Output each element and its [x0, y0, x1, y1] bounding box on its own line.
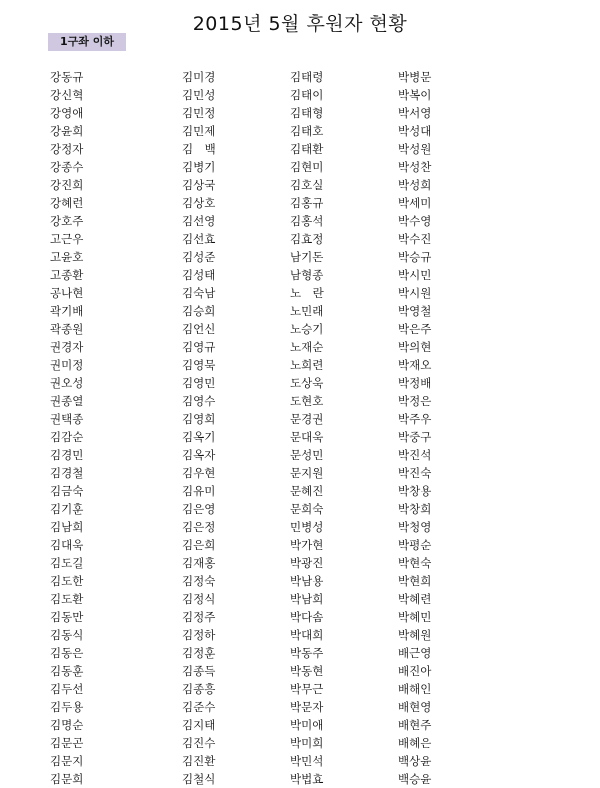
donor-name: 박혜련 — [398, 592, 432, 606]
donor-name: 도현호 — [290, 394, 324, 408]
donor-name: 김태이 — [290, 88, 324, 102]
donor-name: 문지원 — [290, 466, 324, 480]
donor-name: 박미애 — [290, 718, 324, 732]
donor-name: 박창용 — [398, 484, 432, 498]
donor-name: 강동규 — [50, 70, 84, 84]
donor-name: 박중구 — [398, 430, 432, 444]
donor-name: 노재순 — [290, 340, 324, 354]
donor-name: 김도길 — [50, 556, 84, 570]
donor-name: 김기훈 — [50, 502, 84, 516]
donor-name: 김정주 — [182, 610, 216, 624]
donor-name: 김선영 — [182, 214, 216, 228]
donor-name: 강종수 — [50, 160, 84, 174]
donor-name: 박현희 — [398, 574, 432, 588]
donor-name: 김홍규 — [290, 196, 324, 210]
donor-name: 박법효 — [290, 772, 324, 786]
donor-name: 김영묵 — [182, 358, 216, 372]
donor-name: 김철식 — [182, 772, 216, 786]
donor-name: 박진숙 — [398, 466, 432, 480]
donor-name: 김성태 — [182, 268, 216, 282]
donor-name: 김우현 — [182, 466, 216, 480]
donor-name: 백상윤 — [398, 754, 432, 768]
donor-name: 김은정 — [182, 520, 216, 534]
donor-name: 박영철 — [398, 304, 432, 318]
donor-name: 박주우 — [398, 412, 432, 426]
donor-name: 백승윤 — [398, 772, 432, 786]
donor-name: 남기돈 — [290, 250, 324, 264]
donor-name: 노희련 — [290, 358, 324, 372]
donor-name: 김문곤 — [50, 736, 84, 750]
donor-name: 배진아 — [398, 664, 432, 678]
donor-name: 박남희 — [290, 592, 324, 606]
donor-name: 김숙남 — [182, 286, 216, 300]
donor-name: 박복이 — [398, 88, 432, 102]
donor-name: 김금숙 — [50, 484, 84, 498]
donor-name: 박서영 — [398, 106, 432, 120]
donor-name: 김호실 — [290, 178, 324, 192]
donor-name: 박대희 — [290, 628, 324, 642]
donor-name: 배현주 — [398, 718, 432, 732]
donor-name: 김두용 — [50, 700, 84, 714]
donor-name: 박병문 — [398, 70, 432, 84]
name-column-4 — [398, 68, 431, 788]
donor-name: 곽종원 — [50, 322, 84, 336]
donor-name: 김홍석 — [290, 214, 324, 228]
donor-name: 남형종 — [290, 268, 324, 282]
donor-name: 박정배 — [398, 376, 432, 390]
donor-name: 박진석 — [398, 448, 432, 462]
donor-name: 김감순 — [50, 430, 84, 444]
donor-name: 김옥자 — [182, 448, 216, 462]
donor-name: 강호주 — [50, 214, 84, 228]
donor-name: 김동은 — [50, 646, 84, 660]
donor-name: 김경철 — [50, 466, 84, 480]
donor-name: 박미희 — [290, 736, 324, 750]
donor-name: 권미정 — [50, 358, 84, 372]
donor-name: 박수진 — [398, 232, 432, 246]
donor-name: 공나현 — [50, 286, 84, 300]
donor-name: 박가현 — [290, 538, 324, 552]
donor-name: 고윤호 — [50, 250, 84, 264]
donor-name: 박성희 — [398, 178, 432, 192]
donor-name: 김현미 — [290, 160, 324, 174]
donor-name: 김태형 — [290, 106, 324, 120]
donor-name: 김동만 — [50, 610, 84, 624]
donor-name: 김동훈 — [50, 664, 84, 678]
donor-name: 박재오 — [398, 358, 432, 372]
donor-name: 박성대 — [398, 124, 432, 138]
donor-name: 김동식 — [50, 628, 84, 642]
donor-name: 배혜은 — [398, 736, 432, 750]
donor-name: 문경권 — [290, 412, 324, 426]
donor-name: 권오성 — [50, 376, 84, 390]
donor-name: 곽기배 — [50, 304, 84, 318]
donor-name: 김종득 — [182, 664, 216, 678]
donor-name: 권종열 — [50, 394, 84, 408]
donor-name: 박광진 — [290, 556, 324, 570]
donor-name: 노 란 — [290, 286, 324, 300]
donor-name: 박승규 — [398, 250, 432, 264]
donor-name: 배근영 — [398, 646, 432, 660]
donor-name: 강신혁 — [50, 88, 84, 102]
donor-name: 박문자 — [290, 700, 324, 714]
donor-name: 박혜원 — [398, 628, 432, 642]
donor-name: 김태령 — [290, 70, 324, 84]
donor-name: 김문희 — [50, 772, 84, 786]
donor-name: 김진수 — [182, 736, 216, 750]
donor-name: 강윤희 — [50, 124, 84, 138]
donor-name: 김유미 — [182, 484, 216, 498]
donor-name: 권경자 — [50, 340, 84, 354]
page-title: 2015년 5월 후원자 현황 — [192, 13, 408, 35]
donor-name: 김문지 — [50, 754, 84, 768]
donor-name: 김영희 — [182, 412, 216, 426]
donor-name: 김옥기 — [182, 430, 216, 444]
donor-name: 김정훈 — [182, 646, 216, 660]
donor-name: 배현영 — [398, 700, 432, 714]
donor-name: 강정자 — [50, 142, 84, 156]
donor-name: 문희숙 — [290, 502, 324, 516]
donor-name: 박남용 — [290, 574, 324, 588]
donor-name: 박동현 — [290, 664, 324, 678]
donor-name: 김재홍 — [182, 556, 216, 570]
donor-name: 김지태 — [182, 718, 216, 732]
donor-name: 김효정 — [290, 232, 324, 246]
donor-name: 박청영 — [398, 520, 432, 534]
donor-name: 김태환 — [290, 142, 324, 156]
donor-name: 김미경 — [182, 70, 216, 84]
donor-name: 박성찬 — [398, 160, 432, 174]
donor-name: 문혜진 — [290, 484, 324, 498]
donor-name: 김승희 — [182, 304, 216, 318]
donor-name: 강혜런 — [50, 196, 84, 210]
donor-name: 박다솜 — [290, 610, 324, 624]
donor-name: 박평순 — [398, 538, 432, 552]
donor-name: 강진희 — [50, 178, 84, 192]
donor-name: 박창희 — [398, 502, 432, 516]
name-column-1 — [50, 68, 83, 788]
donor-name: 김민제 — [182, 124, 216, 138]
donor-name: 박은주 — [398, 322, 432, 336]
donor-name: 박동주 — [290, 646, 324, 660]
donor-name: 강영애 — [50, 106, 84, 120]
donor-name: 김영민 — [182, 376, 216, 390]
donor-name: 김영규 — [182, 340, 216, 354]
donor-name: 노승기 — [290, 322, 324, 336]
donor-name: 김은영 — [182, 502, 216, 516]
donor-name: 김도환 — [50, 592, 84, 606]
donor-name: 권택종 — [50, 412, 84, 426]
donor-name: 박세미 — [398, 196, 432, 210]
donor-name: 박혜민 — [398, 610, 432, 624]
donor-name: 김진환 — [182, 754, 216, 768]
donor-name: 박수영 — [398, 214, 432, 228]
donor-name: 박현숙 — [398, 556, 432, 570]
donor-name: 김태호 — [290, 124, 324, 138]
donor-name: 김정하 — [182, 628, 216, 642]
donor-name: 김상호 — [182, 196, 216, 210]
donor-name: 고근우 — [50, 232, 84, 246]
donor-name: 김남희 — [50, 520, 84, 534]
donor-name: 김은희 — [182, 538, 216, 552]
donor-name: 박시원 — [398, 286, 432, 300]
name-column-3 — [290, 68, 324, 788]
donor-name: 문대욱 — [290, 430, 324, 444]
donor-name: 김영수 — [182, 394, 216, 408]
category-label: 1구좌 이하 — [48, 33, 126, 51]
donor-name: 민병성 — [290, 520, 324, 534]
donor-name: 김도한 — [50, 574, 84, 588]
donor-name: 박민석 — [290, 754, 324, 768]
donor-name: 배해인 — [398, 682, 432, 696]
donor-name-columns — [0, 68, 600, 786]
donor-name: 김경민 — [50, 448, 84, 462]
donor-name: 김 백 — [182, 142, 216, 156]
name-column-2 — [182, 68, 216, 788]
donor-name: 김민정 — [182, 106, 216, 120]
donor-name: 김상국 — [182, 178, 216, 192]
donor-name: 김명순 — [50, 718, 84, 732]
donor-name: 김종흥 — [182, 682, 216, 696]
donor-name: 김언신 — [182, 322, 216, 336]
donor-name: 김두선 — [50, 682, 84, 696]
donor-name: 김정숙 — [182, 574, 216, 588]
donor-name: 박시민 — [398, 268, 432, 282]
donor-name: 노민래 — [290, 304, 324, 318]
donor-name: 박정은 — [398, 394, 432, 408]
donor-name: 문성민 — [290, 448, 324, 462]
donor-name: 고종환 — [50, 268, 84, 282]
donor-name: 김민성 — [182, 88, 216, 102]
donor-name: 김정식 — [182, 592, 216, 606]
donor-name: 김성준 — [182, 250, 216, 264]
donor-name: 박성원 — [398, 142, 432, 156]
donor-name: 김병기 — [182, 160, 216, 174]
donor-name: 박무근 — [290, 682, 324, 696]
donor-name: 박의현 — [398, 340, 432, 354]
donor-name: 김선효 — [182, 232, 216, 246]
donor-name: 김대욱 — [50, 538, 84, 552]
donor-name: 도상욱 — [290, 376, 324, 390]
donor-name: 김준수 — [182, 700, 216, 714]
